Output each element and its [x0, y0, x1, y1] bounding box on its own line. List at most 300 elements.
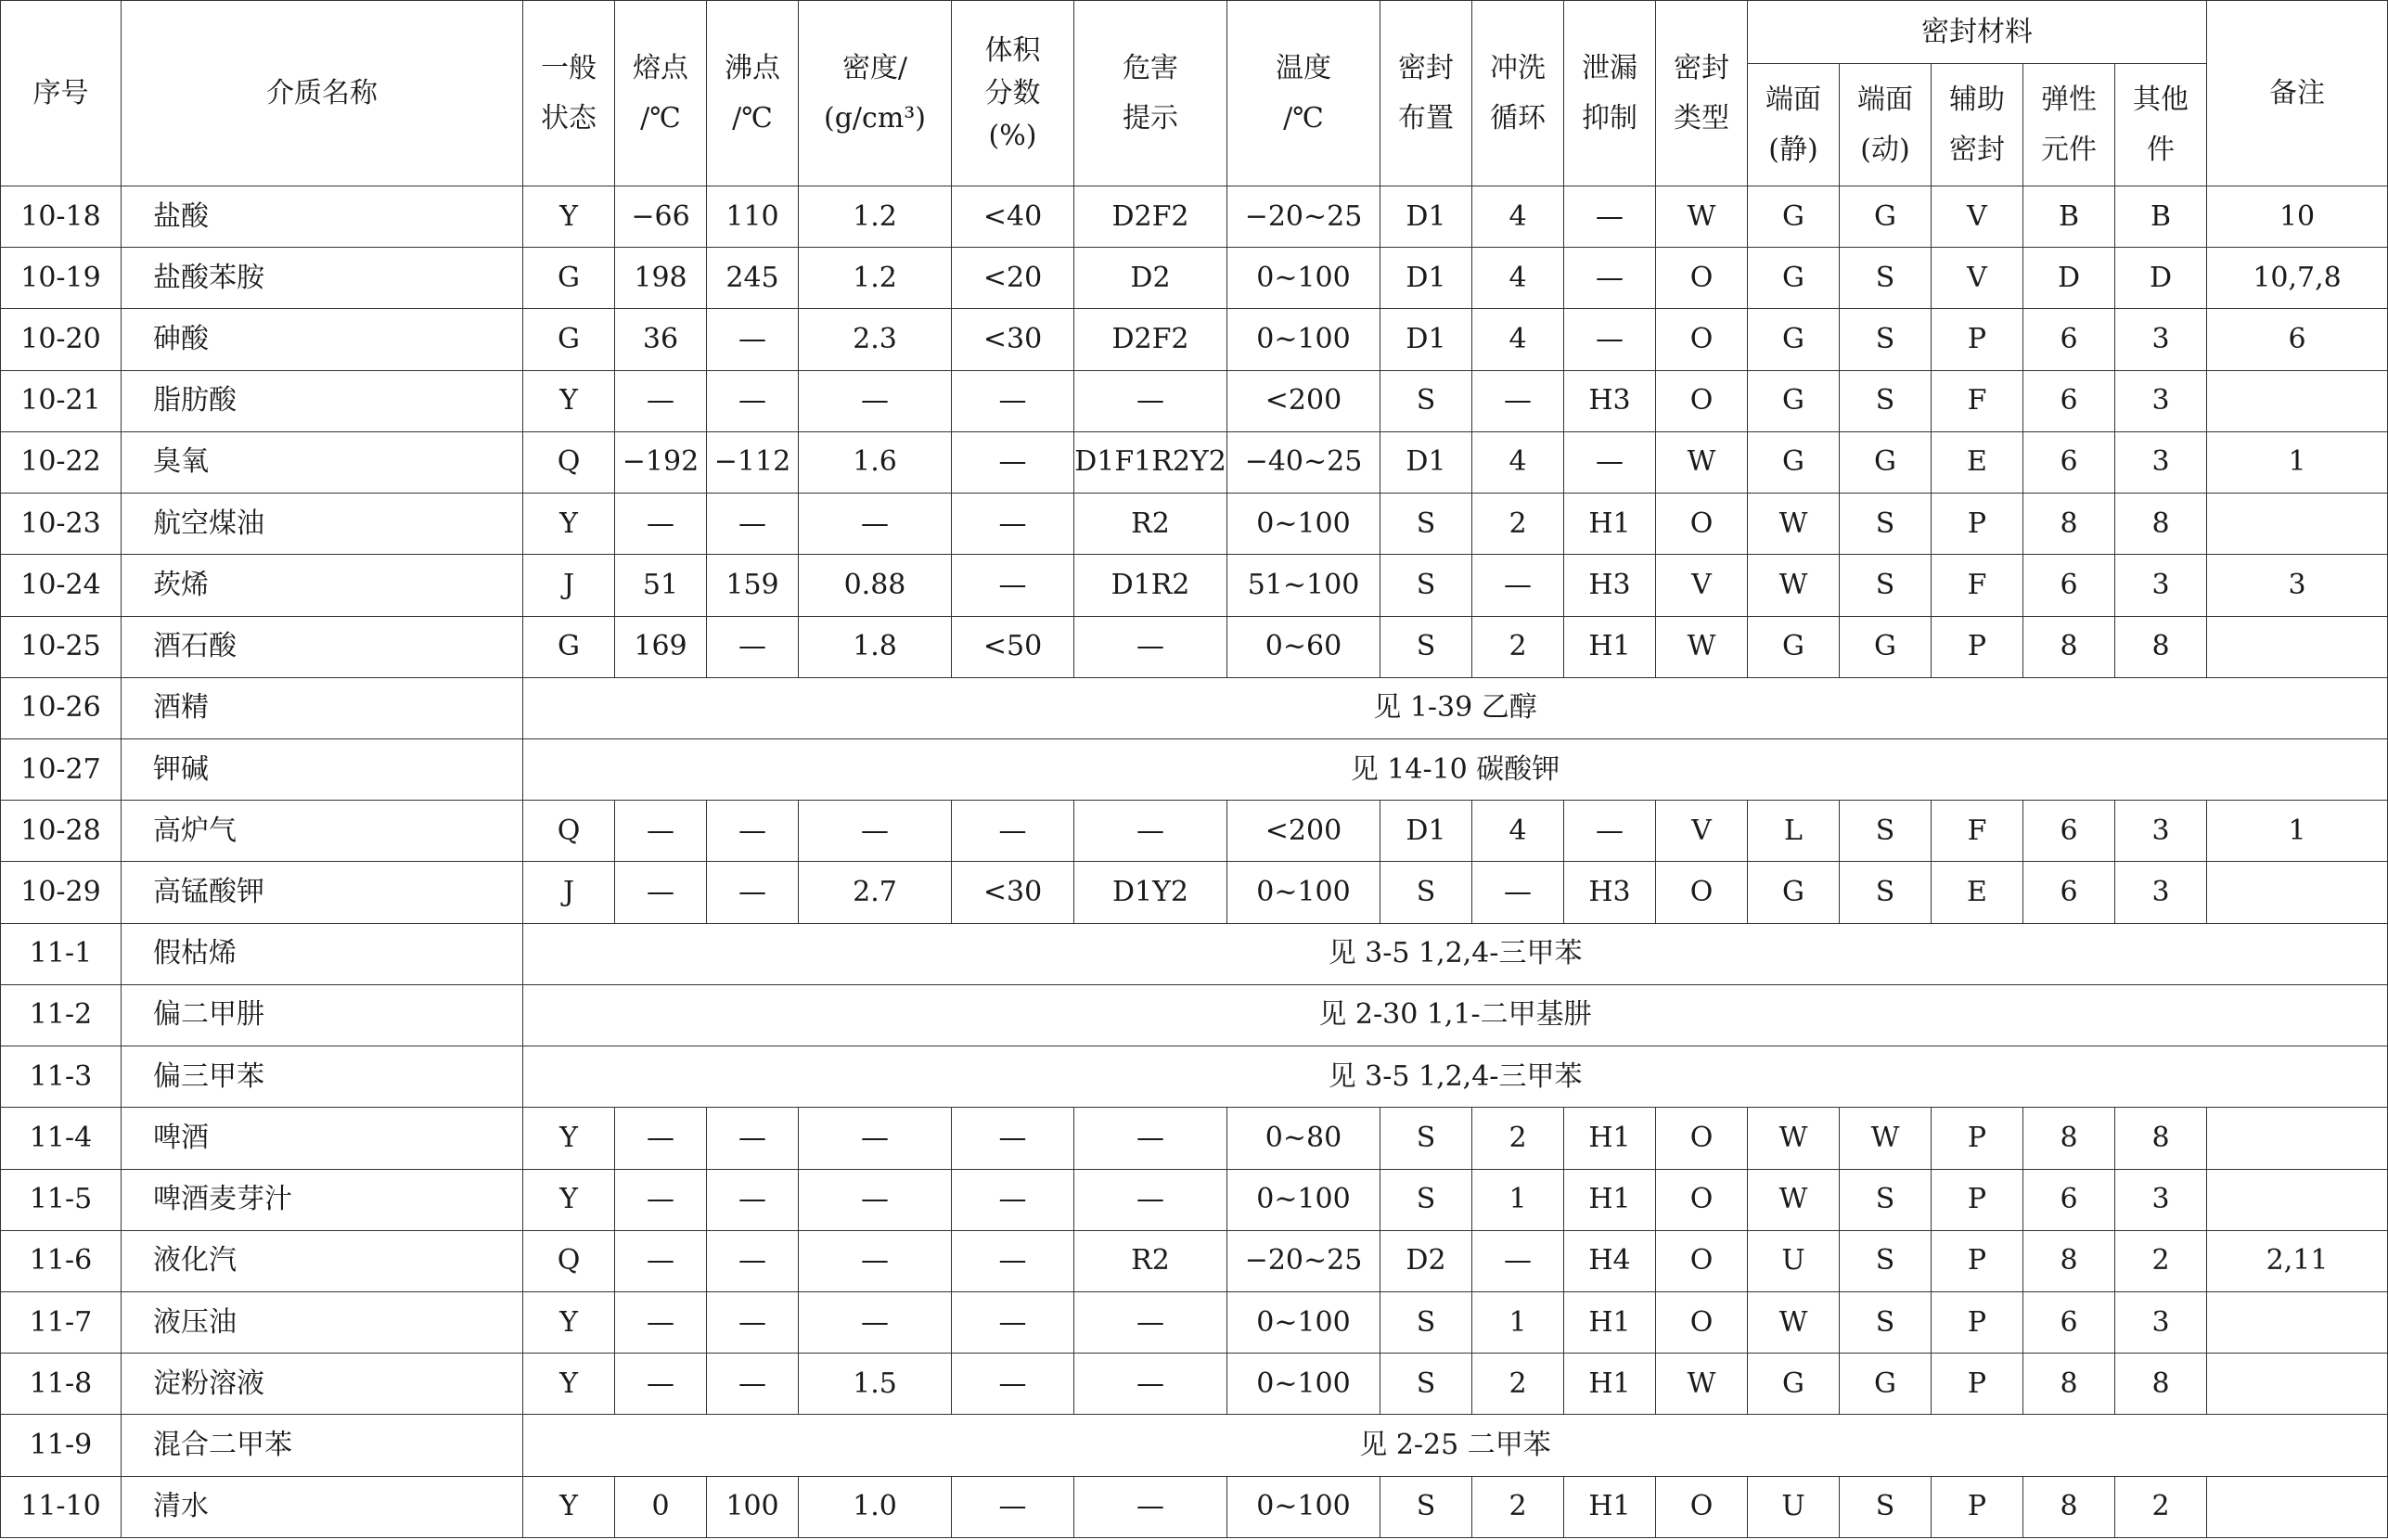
cell-boiling-point: — [707, 309, 799, 370]
cell-volume-fraction: — [952, 801, 1074, 862]
table-row [1, 431, 2388, 493]
cell-seal-type: W [1656, 616, 1748, 677]
cell-leak-control: H1 [1564, 1291, 1656, 1353]
cell-aux-seal: P [1932, 1169, 2023, 1230]
medium-name: 啤酒 [122, 1108, 523, 1169]
row-number: 10-28 [1, 801, 122, 862]
cell-hazard: — [1074, 1169, 1227, 1230]
cell-melting-point: — [615, 1354, 707, 1415]
cell-face-static: G [1748, 616, 1840, 677]
cell-melting-point: — [615, 494, 707, 555]
header-no: 序号 [1, 1, 122, 186]
header-face-static: 端面 (静) [1748, 64, 1840, 186]
cell-density: 2.3 [799, 309, 952, 370]
cell-leak-control: — [1564, 309, 1656, 370]
header-temperature: 温度 /℃ [1227, 1, 1380, 186]
cell-seal-type: O [1656, 1230, 1748, 1291]
table-row [1, 984, 2388, 1046]
cell-density: 1.2 [799, 248, 952, 309]
table-row [1, 555, 2388, 616]
cell-remarks [2207, 370, 2388, 431]
cell-boiling-point: — [707, 1354, 799, 1415]
header-flush-plan: 冲洗 循环 [1472, 1, 1564, 186]
row-number: 10-21 [1, 370, 122, 431]
cell-leak-control: H1 [1564, 1476, 1656, 1537]
row-number: 10-20 [1, 309, 122, 370]
cell-remarks: 2,11 [2207, 1230, 2388, 1291]
header-state: 一般 状态 [523, 1, 615, 186]
medium-name: 航空煤油 [122, 494, 523, 555]
cell-elastic-element: 8 [2023, 494, 2115, 555]
cell-remarks [2207, 1169, 2388, 1230]
table-row [1, 494, 2388, 555]
table-row [1, 738, 2388, 800]
cell-face-dynamic: G [1840, 186, 1932, 248]
medium-name: 莰烯 [122, 555, 523, 616]
cell-density: 1.8 [799, 616, 952, 677]
cell-other-parts: B [2115, 186, 2207, 248]
table-row [1, 248, 2388, 309]
cell-face-dynamic: S [1840, 370, 1932, 431]
medium-name: 钾碱 [122, 738, 523, 800]
cell-aux-seal: V [1932, 186, 2023, 248]
cell-seal-arrangement: D1 [1380, 248, 1472, 309]
cell-state: Y [523, 494, 615, 555]
cell-leak-control: — [1564, 186, 1656, 248]
cell-flush-plan: 2 [1472, 1354, 1564, 1415]
row-number: 10-24 [1, 555, 122, 616]
cell-other-parts: 8 [2115, 1354, 2207, 1415]
cell-face-static: W [1748, 1108, 1840, 1169]
cell-hazard: — [1074, 616, 1227, 677]
medium-name: 啤酒麦芽汁 [122, 1169, 523, 1230]
cell-aux-seal: P [1932, 1291, 2023, 1353]
header-name: 介质名称 [122, 1, 523, 186]
cell-face-static: U [1748, 1230, 1840, 1291]
cell-hazard: D2 [1074, 248, 1227, 309]
cell-elastic-element: 6 [2023, 431, 2115, 493]
cell-aux-seal: F [1932, 801, 2023, 862]
table-row [1, 1230, 2388, 1291]
cell-melting-point: — [615, 801, 707, 862]
cell-leak-control: H3 [1564, 862, 1656, 923]
medium-name: 偏二甲肼 [122, 984, 523, 1046]
cell-temperature: 0~100 [1227, 248, 1380, 309]
cell-volume-fraction: — [952, 1291, 1074, 1353]
cell-temperature: −20~25 [1227, 186, 1380, 248]
row-number: 10-19 [1, 248, 122, 309]
cell-density: — [799, 1169, 952, 1230]
medium-name: 假枯烯 [122, 923, 523, 984]
cell-temperature: 0~60 [1227, 616, 1380, 677]
cell-seal-type: O [1656, 862, 1748, 923]
row-number: 11-8 [1, 1354, 122, 1415]
cell-remarks: 3 [2207, 555, 2388, 616]
cell-leak-control: — [1564, 248, 1656, 309]
cell-face-dynamic: S [1840, 1169, 1932, 1230]
cell-boiling-point: — [707, 1108, 799, 1169]
cell-state: Q [523, 431, 615, 493]
cell-flush-plan: — [1472, 1230, 1564, 1291]
cell-flush-plan: 2 [1472, 494, 1564, 555]
cell-elastic-element: 6 [2023, 1169, 2115, 1230]
cell-aux-seal: P [1932, 1354, 2023, 1415]
cell-elastic-element: 6 [2023, 370, 2115, 431]
cell-leak-control: — [1564, 801, 1656, 862]
cell-temperature: <200 [1227, 801, 1380, 862]
medium-name: 高炉气 [122, 801, 523, 862]
cell-volume-fraction: <40 [952, 186, 1074, 248]
header-melting-point: 熔点 /℃ [615, 1, 707, 186]
cell-face-dynamic: S [1840, 494, 1932, 555]
cell-elastic-element: 6 [2023, 555, 2115, 616]
cell-boiling-point: 110 [707, 186, 799, 248]
cell-seal-arrangement: S [1380, 370, 1472, 431]
cell-elastic-element: 8 [2023, 1476, 2115, 1537]
cell-volume-fraction: — [952, 1476, 1074, 1537]
cell-remarks: 10,7,8 [2207, 248, 2388, 309]
cell-aux-seal: P [1932, 1108, 2023, 1169]
cell-other-parts: 3 [2115, 1291, 2207, 1353]
cell-volume-fraction: <30 [952, 309, 1074, 370]
cell-face-static: W [1748, 1169, 1840, 1230]
cell-state: J [523, 555, 615, 616]
header-volume-fraction: 体积 分数 (%) [952, 1, 1074, 186]
cell-other-parts: 2 [2115, 1476, 2207, 1537]
cell-other-parts: 3 [2115, 1169, 2207, 1230]
cell-hazard: — [1074, 1354, 1227, 1415]
row-number: 10-27 [1, 738, 122, 800]
header-remarks: 备注 [2207, 1, 2388, 186]
cell-density: — [799, 370, 952, 431]
cell-face-dynamic: S [1840, 801, 1932, 862]
cell-density: 1.2 [799, 186, 952, 248]
cell-seal-arrangement: D1 [1380, 801, 1472, 862]
cell-seal-arrangement: D1 [1380, 186, 1472, 248]
cell-state: Y [523, 1354, 615, 1415]
cell-state: Y [523, 186, 615, 248]
cell-aux-seal: V [1932, 248, 2023, 309]
cell-seal-arrangement: S [1380, 494, 1472, 555]
cell-aux-seal: E [1932, 862, 2023, 923]
cell-volume-fraction: — [952, 1169, 1074, 1230]
cell-flush-plan: 2 [1472, 616, 1564, 677]
cell-face-static: G [1748, 370, 1840, 431]
cell-seal-arrangement: S [1380, 1169, 1472, 1230]
cell-face-static: G [1748, 248, 1840, 309]
cell-boiling-point: −112 [707, 431, 799, 493]
cell-aux-seal: P [1932, 1476, 2023, 1537]
cell-hazard: D2F2 [1074, 186, 1227, 248]
cell-hazard: — [1074, 1291, 1227, 1353]
cell-face-static: W [1748, 494, 1840, 555]
table-row [1, 1108, 2388, 1169]
medium-name: 混合二甲苯 [122, 1415, 523, 1476]
cell-temperature: 0~80 [1227, 1108, 1380, 1169]
cell-density: 1.0 [799, 1476, 952, 1537]
cell-volume-fraction: — [952, 431, 1074, 493]
row-number: 10-23 [1, 494, 122, 555]
cell-temperature: 0~100 [1227, 1169, 1380, 1230]
cell-flush-plan: 4 [1472, 248, 1564, 309]
row-number: 10-25 [1, 616, 122, 677]
cell-temperature: 0~100 [1227, 1291, 1380, 1353]
table-row [1, 1415, 2388, 1476]
cell-remarks: 1 [2207, 431, 2388, 493]
cross-reference: 见 3-5 1,2,4-三甲苯 [523, 1046, 2388, 1108]
cell-remarks [2207, 1476, 2388, 1537]
cell-elastic-element: 6 [2023, 862, 2115, 923]
cell-boiling-point: — [707, 370, 799, 431]
header-elastic-element: 弹性 元件 [2023, 64, 2115, 186]
cell-aux-seal: F [1932, 370, 2023, 431]
cell-hazard: R2 [1074, 1230, 1227, 1291]
cell-boiling-point: — [707, 1230, 799, 1291]
cell-hazard: R2 [1074, 494, 1227, 555]
row-number: 11-3 [1, 1046, 122, 1108]
table-row [1, 616, 2388, 677]
cell-temperature: 0~100 [1227, 309, 1380, 370]
cell-boiling-point: 245 [707, 248, 799, 309]
cell-face-dynamic: S [1840, 555, 1932, 616]
cell-flush-plan: 2 [1472, 1476, 1564, 1537]
cell-state: J [523, 862, 615, 923]
cell-other-parts: 3 [2115, 431, 2207, 493]
row-number: 11-2 [1, 984, 122, 1046]
cell-aux-seal: P [1932, 494, 2023, 555]
cross-reference: 见 14-10 碳酸钾 [523, 738, 2388, 800]
medium-name: 偏三甲苯 [122, 1046, 523, 1108]
cell-face-static: G [1748, 309, 1840, 370]
cell-leak-control: H1 [1564, 616, 1656, 677]
cell-aux-seal: E [1932, 431, 2023, 493]
cell-boiling-point: — [707, 494, 799, 555]
cell-melting-point: — [615, 1291, 707, 1353]
cell-volume-fraction: <20 [952, 248, 1074, 309]
cell-volume-fraction: <50 [952, 616, 1074, 677]
cell-seal-type: W [1656, 186, 1748, 248]
cell-volume-fraction: — [952, 494, 1074, 555]
cell-volume-fraction: — [952, 370, 1074, 431]
cell-seal-arrangement: S [1380, 616, 1472, 677]
cell-leak-control: H1 [1564, 1169, 1656, 1230]
cell-face-static: U [1748, 1476, 1840, 1537]
cell-face-dynamic: W [1840, 1108, 1932, 1169]
cell-face-static: G [1748, 1354, 1840, 1415]
row-number: 10-29 [1, 862, 122, 923]
row-number: 10-18 [1, 186, 122, 248]
row-number: 10-26 [1, 677, 122, 738]
header-seal-material: 密封材料 [1748, 1, 2207, 64]
cell-face-dynamic: S [1840, 1476, 1932, 1537]
row-number: 11-10 [1, 1476, 122, 1537]
medium-name: 酒石酸 [122, 616, 523, 677]
cell-volume-fraction: — [952, 555, 1074, 616]
cell-remarks [2207, 616, 2388, 677]
cell-temperature: −20~25 [1227, 1230, 1380, 1291]
cell-face-static: G [1748, 862, 1840, 923]
table-row [1, 370, 2388, 431]
cell-face-static: W [1748, 555, 1840, 616]
cell-remarks: 1 [2207, 801, 2388, 862]
cell-elastic-element: D [2023, 248, 2115, 309]
cell-melting-point: — [615, 370, 707, 431]
cell-boiling-point: — [707, 862, 799, 923]
cell-other-parts: 3 [2115, 555, 2207, 616]
cell-temperature: 0~100 [1227, 1476, 1380, 1537]
row-number: 10-22 [1, 431, 122, 493]
cell-other-parts: 3 [2115, 862, 2207, 923]
cell-aux-seal: P [1932, 309, 2023, 370]
cell-aux-seal: P [1932, 616, 2023, 677]
cell-face-dynamic: G [1840, 1354, 1932, 1415]
cell-density: 1.5 [799, 1354, 952, 1415]
cell-elastic-element: 8 [2023, 1354, 2115, 1415]
cell-boiling-point: — [707, 1291, 799, 1353]
cell-seal-type: O [1656, 1291, 1748, 1353]
cell-density: 0.88 [799, 555, 952, 616]
cell-density: — [799, 1291, 952, 1353]
cell-volume-fraction: — [952, 1230, 1074, 1291]
cell-flush-plan: — [1472, 370, 1564, 431]
cell-face-dynamic: S [1840, 1291, 1932, 1353]
cross-reference: 见 2-25 二甲苯 [523, 1415, 2388, 1476]
cell-seal-arrangement: S [1380, 1354, 1472, 1415]
table-row [1, 1354, 2388, 1415]
cell-state: Q [523, 801, 615, 862]
cell-temperature: 0~100 [1227, 494, 1380, 555]
cell-volume-fraction: <30 [952, 862, 1074, 923]
cell-leak-control: H4 [1564, 1230, 1656, 1291]
header-leak-control: 泄漏 抑制 [1564, 1, 1656, 186]
cell-aux-seal: P [1932, 1230, 2023, 1291]
header-other-parts: 其他 件 [2115, 64, 2207, 186]
table-row [1, 186, 2388, 248]
cell-flush-plan: — [1472, 862, 1564, 923]
table-row [1, 1046, 2388, 1108]
cell-seal-arrangement: D2 [1380, 1230, 1472, 1291]
cell-elastic-element: 8 [2023, 1108, 2115, 1169]
cell-remarks [2207, 1108, 2388, 1169]
cell-density: — [799, 1108, 952, 1169]
row-number: 11-6 [1, 1230, 122, 1291]
medium-name: 液压油 [122, 1291, 523, 1353]
cell-elastic-element: 6 [2023, 801, 2115, 862]
cell-elastic-element: 6 [2023, 309, 2115, 370]
cell-temperature: 0~100 [1227, 862, 1380, 923]
cell-flush-plan: 2 [1472, 1108, 1564, 1169]
cell-leak-control: H3 [1564, 555, 1656, 616]
cell-elastic-element: 8 [2023, 1230, 2115, 1291]
cell-density: — [799, 1230, 952, 1291]
medium-name: 清水 [122, 1476, 523, 1537]
table-row [1, 309, 2388, 370]
cell-melting-point: — [615, 1108, 707, 1169]
cell-other-parts: 3 [2115, 370, 2207, 431]
cell-leak-control: H1 [1564, 494, 1656, 555]
table-row [1, 1476, 2388, 1537]
cell-hazard: D1F1R2Y2 [1074, 431, 1227, 493]
cell-face-static: L [1748, 801, 1840, 862]
cell-flush-plan: 4 [1472, 309, 1564, 370]
cell-melting-point: 198 [615, 248, 707, 309]
header-face-dynamic: 端面 (动) [1840, 64, 1932, 186]
medium-name: 脂肪酸 [122, 370, 523, 431]
cell-temperature: −40~25 [1227, 431, 1380, 493]
cell-other-parts: 3 [2115, 309, 2207, 370]
cell-density: 2.7 [799, 862, 952, 923]
cell-state: Y [523, 1169, 615, 1230]
cell-state: Y [523, 1476, 615, 1537]
table-row [1, 677, 2388, 738]
cell-hazard: — [1074, 1108, 1227, 1169]
header-seal-arrangement: 密封 布置 [1380, 1, 1472, 186]
medium-name: 臭氧 [122, 431, 523, 493]
cell-state: Q [523, 1230, 615, 1291]
cell-seal-type: O [1656, 1476, 1748, 1537]
cell-volume-fraction: — [952, 1354, 1074, 1415]
cell-seal-type: W [1656, 431, 1748, 493]
cell-face-static: G [1748, 431, 1840, 493]
row-number: 11-5 [1, 1169, 122, 1230]
cell-melting-point: — [615, 1230, 707, 1291]
table-row [1, 1169, 2388, 1230]
cell-seal-arrangement: S [1380, 862, 1472, 923]
cell-density: — [799, 494, 952, 555]
cell-state: G [523, 248, 615, 309]
cell-boiling-point: — [707, 1169, 799, 1230]
cell-hazard: D2F2 [1074, 309, 1227, 370]
cell-seal-arrangement: S [1380, 555, 1472, 616]
cell-seal-type: O [1656, 370, 1748, 431]
cell-boiling-point: — [707, 616, 799, 677]
cell-remarks [2207, 862, 2388, 923]
cell-hazard: — [1074, 1476, 1227, 1537]
cell-flush-plan: 4 [1472, 431, 1564, 493]
medium-name: 淀粉溶液 [122, 1354, 523, 1415]
cell-elastic-element: 8 [2023, 616, 2115, 677]
cell-density: 1.6 [799, 431, 952, 493]
cell-state: G [523, 616, 615, 677]
cell-boiling-point: 159 [707, 555, 799, 616]
cell-other-parts: 8 [2115, 616, 2207, 677]
cell-seal-type: W [1656, 1354, 1748, 1415]
cell-temperature: 0~100 [1227, 1354, 1380, 1415]
cell-boiling-point: — [707, 801, 799, 862]
cross-reference: 见 2-30 1,1-二甲基肼 [523, 984, 2388, 1046]
cell-boiling-point: 100 [707, 1476, 799, 1537]
cell-seal-type: O [1656, 1108, 1748, 1169]
cell-leak-control: — [1564, 431, 1656, 493]
cell-face-dynamic: G [1840, 431, 1932, 493]
cell-melting-point: 36 [615, 309, 707, 370]
table-row [1, 862, 2388, 923]
cell-seal-type: V [1656, 801, 1748, 862]
medium-name: 高锰酸钾 [122, 862, 523, 923]
cell-seal-arrangement: S [1380, 1291, 1472, 1353]
cell-hazard: — [1074, 370, 1227, 431]
header-density: 密度/ (g/cm³) [799, 1, 952, 186]
cell-elastic-element: B [2023, 186, 2115, 248]
cell-leak-control: H1 [1564, 1108, 1656, 1169]
cell-aux-seal: F [1932, 555, 2023, 616]
medium-name: 砷酸 [122, 309, 523, 370]
cell-remarks: 6 [2207, 309, 2388, 370]
table-row [1, 923, 2388, 984]
cell-melting-point: 169 [615, 616, 707, 677]
cross-reference: 见 3-5 1,2,4-三甲苯 [523, 923, 2388, 984]
row-number: 11-1 [1, 923, 122, 984]
